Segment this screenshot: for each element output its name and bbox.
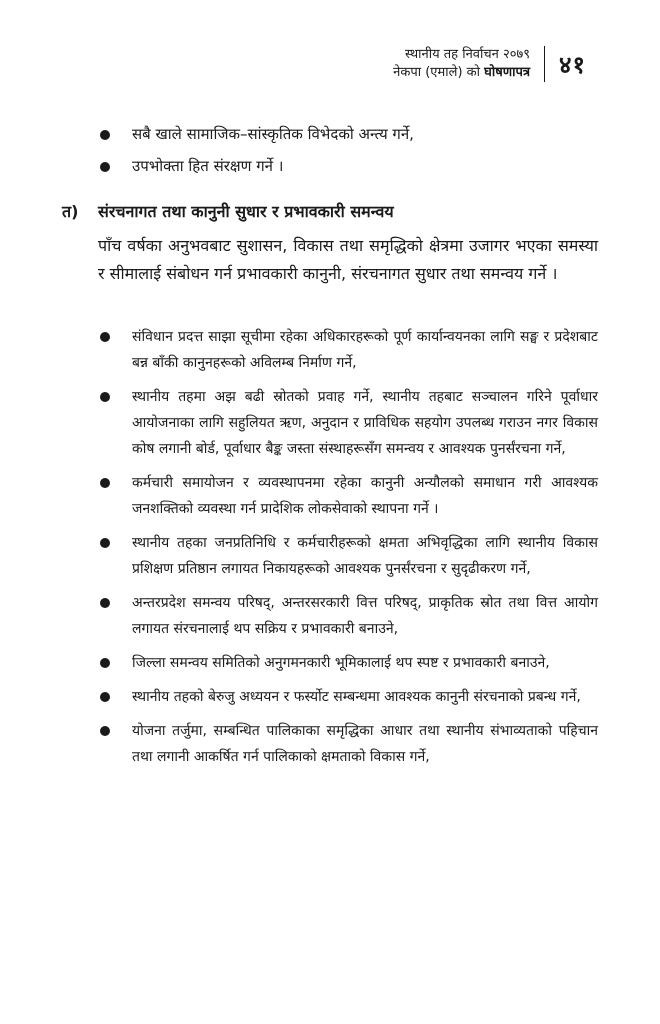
- list-item: कर्मचारी समायोजन र व्यवस्थापनमा रहेका कानुनी अन्यौलको समाधान गरी आवश्यक जनशक्तिको व्यवस्था गर्न प्रादेशिक लोकसेवाको स्थापना गर्ने ।: [98, 470, 598, 522]
- list-item: सबै खाले सामाजिक–सांस्कृतिक विभेदको अन्त्य गर्ने,: [98, 122, 598, 146]
- header-line-2: [393, 64, 530, 82]
- header-divider: [544, 46, 545, 82]
- header-line-1: स्थानीय तह निर्वाचन २०७९: [405, 47, 531, 62]
- header-line-2-prefix: नेकपा (एमाले) को: [393, 65, 485, 80]
- list-item: स्थानीय तहमा अझ बढी स्रोतको प्रवाह गर्ने, स्थानीय तहबाट सञ्चालन गरिने पूर्वाधार आयोजनाका लागि सहुलियत ऋण, अनुदान र प्राविधिक सहयोग उपलब्ध गराउन नगर विकास कोष लगानी बोर्ड, पूर्वाधार बैङ्क जस्ता संस्थाहरूसँग समन्वय र आवश्यक पुनर्संरचना गर्ने,: [98, 384, 598, 462]
- list-item: उपभोक्ता हित संरक्षण गर्ने ।: [98, 154, 598, 178]
- section-intro: पाँच वर्षका अनुभवबाट सुशासन, विकास तथा समृद्धिको क्षेत्रमा उजागर भएका समस्या र सीमालाई संबोधन गर्न प्रभावकारी कानुनी, संरचनागत सुधार तथा समन्वय गर्ने ।: [98, 236, 598, 283]
- list-item: जिल्ला समन्वय समितिको अनुगमनकारी भूमिकालाई थप स्पष्ट र प्रभावकारी बनाउने,: [98, 650, 598, 676]
- list-item: अन्तरप्रदेश समन्वय परिषद्, अन्तरसरकारी वित्त परिषद्, प्राकृतिक स्रोत तथा वित्त आयोग लगायत संरचनालाई थप सक्रिय र प्रभावकारी बनाउने,: [98, 590, 598, 642]
- header-line-2-bold: घोषणापत्र: [484, 65, 531, 80]
- section-heading: [62, 200, 602, 224]
- list-item: स्थानीय तहका जनप्रतिनिधि र कर्मचारीहरूको क्षमता अभिवृद्धिका लागि स्थानीय विकास प्रशिक्षण प्रतिष्ठान लगायत निकायहरूको आवश्यक पुनर्संरचना र सुदृढीकरण गर्ने,: [98, 530, 598, 582]
- section-title: संरचनागत तथा कानुनी सुधार र प्रभावकारी समन्वय: [98, 202, 394, 221]
- header-title: [393, 46, 530, 82]
- list-item: स्थानीय तहको बेरुजु अध्ययन र फर्स्योट सम्बन्धमा आवश्यक कानुनी संरचनाको प्रबन्ध गर्ने,: [98, 684, 598, 710]
- list-item: योजना तर्जुमा, सम्बन्धित पालिकाका समृद्धिका आधार तथा स्थानीय संभाव्यताको पहिचान तथा लगानी आकर्षित गर्न पालिकाको क्षमताको विकास गर्ने,: [98, 718, 598, 770]
- page-number: ४१: [559, 50, 586, 79]
- list-item: संविधान प्रदत्त साझा सूचीमा रहेका अधिकारहरूको पूर्ण कार्यान्वयनका लागि सङ्घ र प्रदेशबाट बन्न बाँकी कानुनहरूको अविलम्ब निर्माण गर्ने,: [98, 324, 598, 376]
- running-header: [393, 46, 586, 82]
- section-marker: त): [62, 202, 79, 221]
- top-bullet-list: [98, 122, 598, 186]
- section-bullet-list: [98, 324, 598, 778]
